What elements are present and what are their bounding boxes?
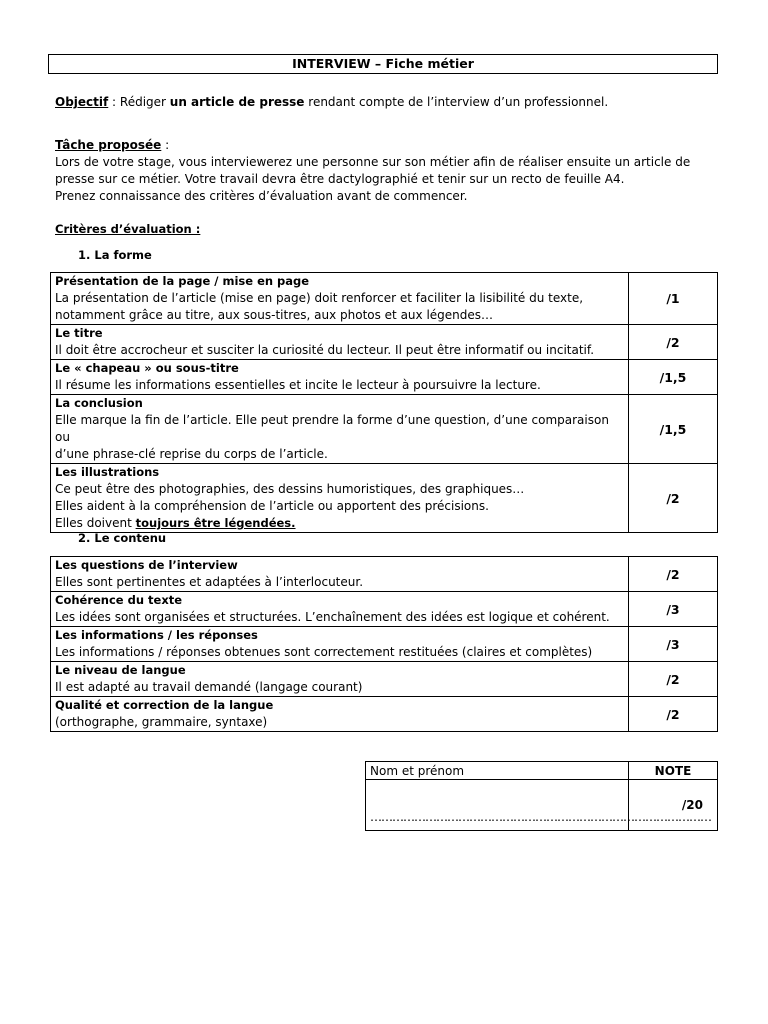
criterion-cell [51,592,629,627]
table-row [51,273,718,325]
score-cell: /2 [629,697,718,732]
criterion-title: La conclusion [55,396,143,410]
score-cell: /2 [629,325,718,360]
criterion-cell [51,662,629,697]
criterion-last-prefix: Elles doivent [55,516,136,530]
criterion-title: Les questions de l’interview [55,558,238,572]
criterion-line: Ce peut être des photographies, des dessins humoristiques, des graphiques… [55,482,525,496]
criterion-cell [51,325,629,360]
grade-value-row [366,780,718,831]
criterion-title: Le titre [55,326,103,340]
grade-box [365,761,718,831]
criterion-last-strong: toujours être légendées. [135,516,296,530]
table-row [51,464,718,533]
criterion-line: (orthographe, grammaire, syntaxe) [55,715,268,729]
objectif-label: Objectif [55,95,109,109]
table-row [51,697,718,732]
score-cell: /2 [629,662,718,697]
criterion-line [55,515,624,532]
criterion-title: Le niveau de langue [55,663,186,677]
criterion-line: La présentation de l’article (mise en page) doit renforcer et faciliter la lisibilité du texte, [55,291,584,305]
table-row [51,395,718,464]
tache-line: presse sur ce métier. Votre travail devra être dactylographié et tenir sur un recto de feuille A4. [55,172,625,186]
objectif-strong: un article de presse [169,95,305,109]
score-cell: /3 [629,592,718,627]
criteres-heading: Critères d’évaluation : [55,222,201,236]
table-row [51,627,718,662]
criterion-line: Les informations / réponses obtenues sont correctement restituées (claires et complètes) [55,645,593,659]
criterion-line: d’une phrase-clé reprise du corps de l’article. [55,447,328,461]
table-row [51,592,718,627]
criterion-line: Il résume les informations essentielles et incite le lecteur à poursuivre la lecture. [55,378,541,392]
score-cell: /1,5 [629,360,718,395]
criterion-title: Les illustrations [55,465,160,479]
forme-table [50,272,718,533]
criterion-line: Elles aident à la compréhension de l’article ou apportent des précisions. [55,499,489,513]
table-row [51,325,718,360]
score-cell: /1 [629,273,718,325]
note-total: /20 [629,780,718,831]
criterion-line: Elles sont pertinentes et adaptées à l’interlocuteur. [55,575,364,589]
name-field[interactable]: ………………………………………………………………………………… [366,780,629,831]
criterion-title: Qualité et correction de la langue [55,698,274,712]
criterion-cell [51,697,629,732]
tache-label-line [55,137,725,154]
criterion-cell [51,627,629,662]
criterion-title: Présentation de la page / mise en page [55,274,310,288]
objectif-text2: rendant compte de l’interview d’un professionnel. [304,95,609,109]
criterion-line: Il doit être accrocheur et susciter la curiosité du lecteur. Il peut être informatif ou incitatif. [55,343,595,357]
name-label: Nom et prénom [366,762,629,780]
score-cell: /1,5 [629,395,718,464]
criterion-cell [51,360,629,395]
score-cell: /2 [629,557,718,592]
criterion-cell [51,395,629,464]
tache-line: Lors de votre stage, vous interviewerez une personne sur son métier afin de réaliser ensuite un article de [55,155,691,169]
criterion-cell [51,464,629,533]
tache-line: Prenez connaissance des critères d’évaluation avant de commencer. [55,189,468,203]
criterion-line: Il est adapté au travail demandé (langage courant) [55,680,363,694]
grade-header-row [366,762,718,780]
table-row [51,557,718,592]
criterion-line: Les idées sont organisées et structurées. L’enchaînement des idées est logique et cohérent. [55,610,610,624]
criterion-line: notamment grâce au titre, aux sous-titres, aux photos et aux légendes… [55,308,494,322]
objectif-text1: Rédiger [119,95,170,109]
table-row [51,360,718,395]
objectif-sep: : [108,95,120,109]
tache-paragraph [55,154,725,205]
contenu-table [50,556,718,732]
criterion-cell [51,557,629,592]
criterion-line: Elle marque la fin de l’article. Elle peut prendre la forme d’une question, d’une comparaison ou [55,413,609,444]
note-label: NOTE [629,762,718,780]
criterion-title: Le « chapeau » ou sous-titre [55,361,239,375]
tache-label: Tâche proposée [55,138,162,152]
forme-heading: 1. La forme [78,248,152,262]
criterion-title: Les informations / les réponses [55,628,258,642]
criterion-cell [51,273,629,325]
contenu-heading: 2. Le contenu [78,531,167,545]
objectif-paragraph [55,94,725,111]
table-row [51,662,718,697]
tache-sep: : [161,138,170,152]
score-cell: /2 [629,464,718,533]
page-title: INTERVIEW – Fiche métier [48,54,718,74]
score-cell: /3 [629,627,718,662]
criterion-title: Cohérence du texte [55,593,183,607]
